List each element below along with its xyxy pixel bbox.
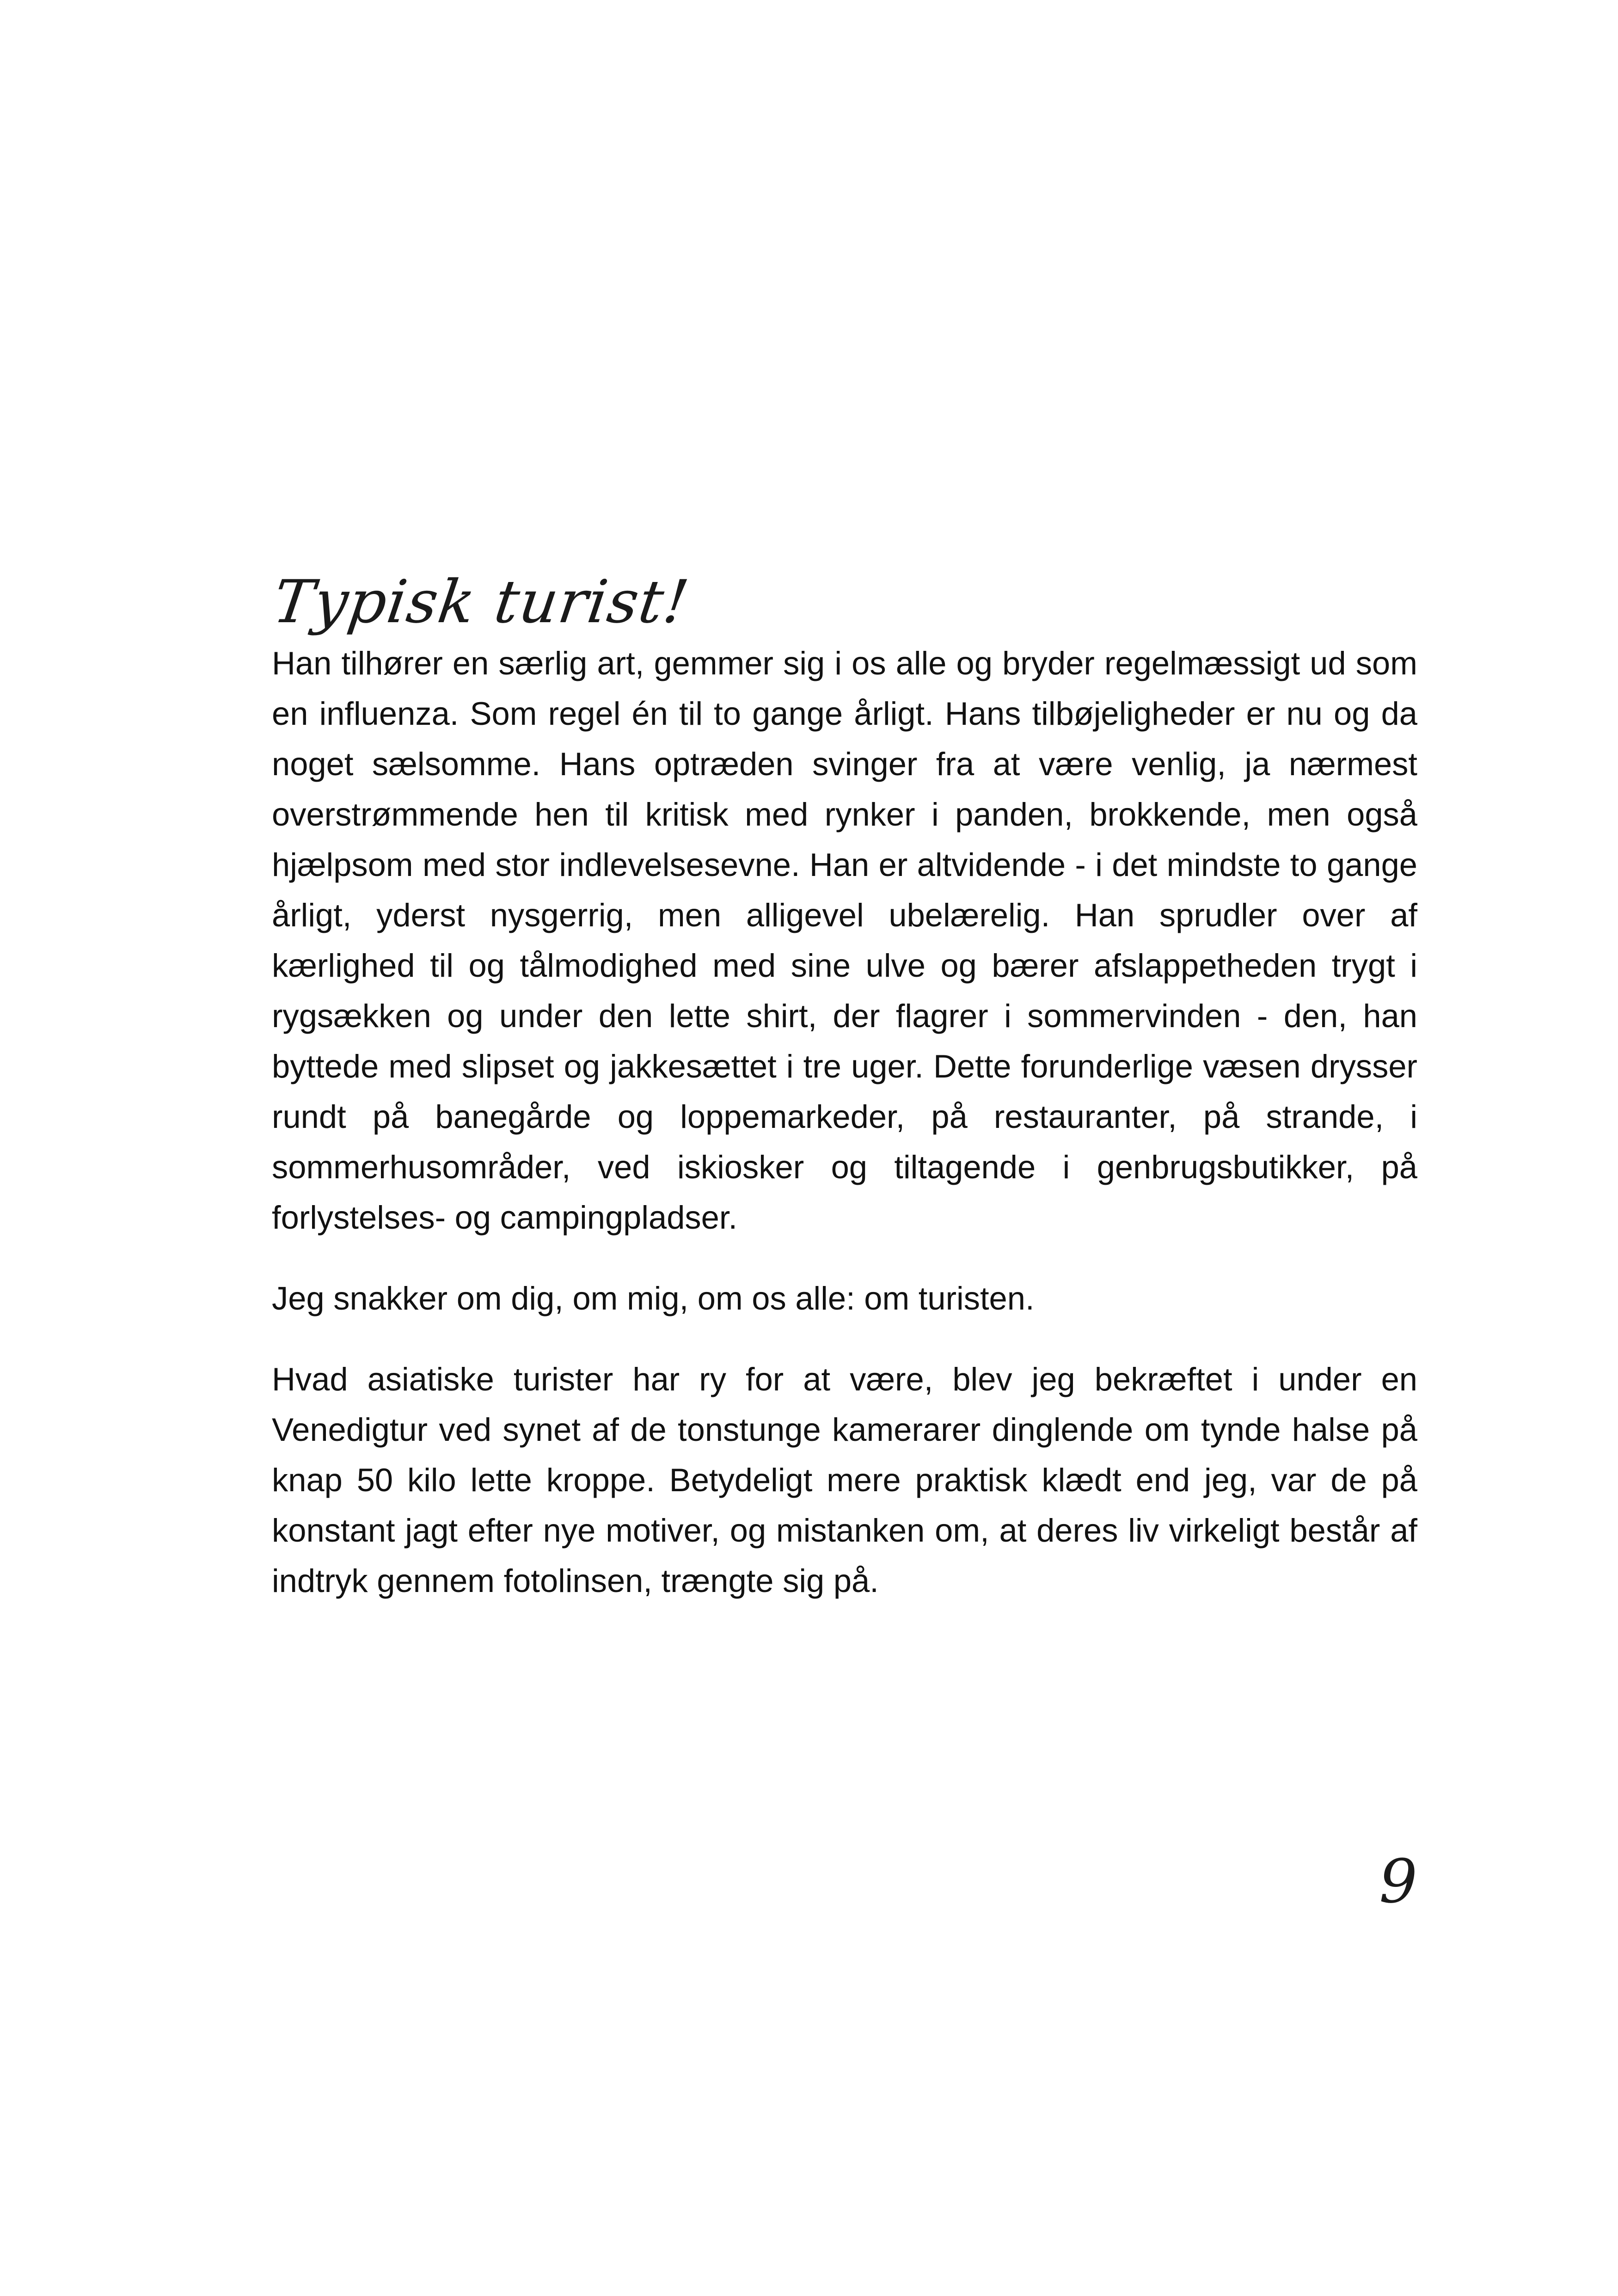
page-content	[269, 568, 1417, 1606]
paragraph-intro: Han tilhører en særlig art, gemmer sig i os alle og bryder regelmæssigt ud som en influenza. Som regel én til to gange årligt. Hans tilbøjeligheder er nu og da noget sælsomme. Hans optræden svinger fra at være venlig, ja nærmest overstrømmende hen til kritisk med rynker i panden, brokkende, men også hjælpsom med stor indlevelsesevne. Han er altvidende - i det mindste to gange årligt, yderst nysgerrig, men alligevel ubelærelig. Han sprudler over af kærlighed til og tålmodighed med sine ulve og bærer afslappetheden trygt i rygsækken og under den lette shirt, der flagrer i sommervinden - den, han byttede med slipset og jakkesættet i tre uger. Dette forunderlige væsen drysser rundt på banegårde og loppemarkeder, på restauranter, på strande, i sommerhusområder, ved iskiosker og tiltagende i genbrugsbutikker, på forlystelses- og campingpladser.	[272, 645, 1417, 1236]
paragraph-statement: Jeg snakker om dig, om mig, om os alle: om turisten.	[272, 1280, 1035, 1316]
chapter-title: Typisk turist!	[269, 568, 694, 637]
paragraph-venice: Hvad asiatiske turister har ry for at være, blev jeg bekræftet i under en Venedigtur ved synet af de tonstunge kamerarer dinglende om tynde halse på knap 50 kilo lette kroppe. Betydeligt mere praktisk klædt end jeg, var de på konstant jagt efter nye motiver, og mistanken om, at deres liv virkeligt består af indtryk gennem fotolinsen, trængte sig på.	[272, 1361, 1417, 1599]
page-number: 9	[1379, 1846, 1417, 1916]
